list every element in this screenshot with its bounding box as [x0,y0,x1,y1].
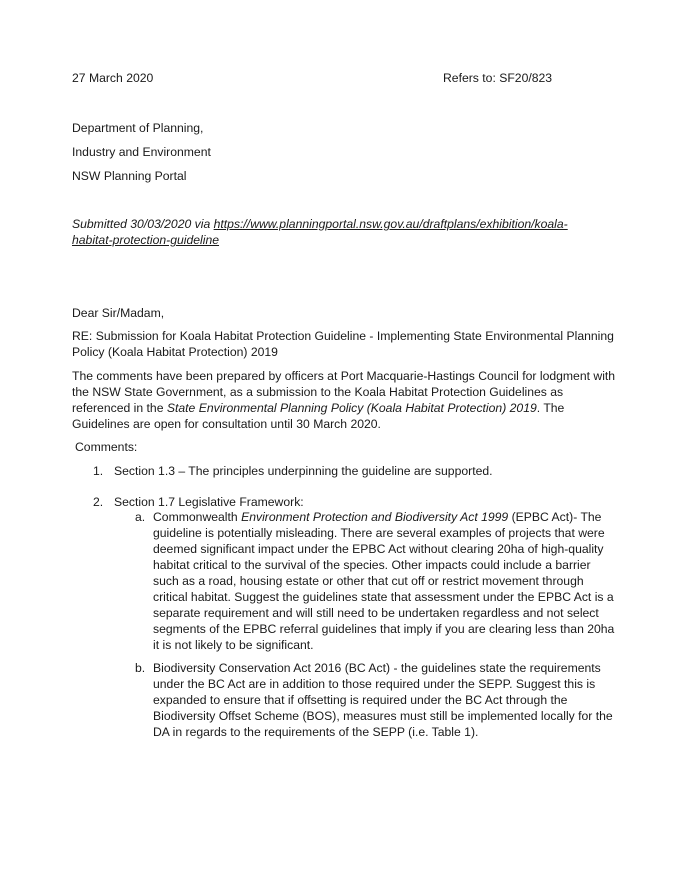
list-number: 2. [93,495,104,509]
sub-item-line: under the BC Act are in addition to those required under the SEPP. Suggest this is [153,677,596,691]
submitted-link-continued [72,232,219,248]
intro-text: . The [536,401,565,415]
sub-item-line: critical habitat. Suggest the guidelines state that assessment under the EPBC Act is a [153,590,614,604]
intro-line: Guidelines are open for consultation until 30 March 2020. [72,417,381,431]
planning-portal-link-continued[interactable]: habitat-protection-guideline [72,233,220,247]
sub-item-line: Biodiversity Offset Scheme (BOS), measures must still be implemented locally for the [153,709,613,723]
sub-list-letter: b. [135,661,146,675]
intro-line: The comments have been prepared by officers at Port Macquarie-Hastings Council for lodgment with [72,369,616,383]
intro-line [72,400,564,416]
planning-portal-link[interactable]: https://www.planningportal.nsw.gov.au/draftplans/exhibition/koala- [213,217,568,231]
intro-line: the NSW State Government, as a submission to the Koala Habitat Protection Guidelines as [72,385,564,399]
recipient-line: Department of Planning, [72,121,204,135]
sub-item-text: (EPBC Act)- The [508,510,602,524]
list-item: Section 1.3 – The principles underpinning the guideline are supported. [114,464,493,478]
subject-line: RE: Submission for Koala Habitat Protection Guideline - Implementing State Environmental Planning [72,329,614,343]
sub-item-line: separate requirement and will still need to be undertaken regardless and not select [153,606,599,620]
sepp-title: State Environmental Planning Policy (Koala Habitat Protection) 2019 [166,401,537,415]
list-number: 1. [93,464,104,478]
sub-item-line: guideline is potentially misleading. There are several examples of projects that were [153,526,605,540]
sub-item-line: DA in regards to the requirements of the SEPP (i.e. Table 1). [153,725,479,739]
submitted-prefix: Submitted 30/03/2020 via [72,217,214,231]
sub-item-line: Biodiversity Conservation Act 2016 (BC Act) - the guidelines state the requirements [153,661,601,675]
sub-item-line: such as a road, housing estate or other that cut off or restrict movement through [153,574,584,588]
comments-heading: Comments: [75,440,138,454]
submitted-line [72,216,568,232]
sub-item-line: segments of the EPBC referral guidelines that imply if you are clearing less than 20ha [153,622,615,636]
sub-item-line: deemed significant impact under the EPBC Act without clearing 20ha of high-quality [153,542,604,556]
sub-list-letter: a. [135,510,146,524]
sub-item-line: expanded to ensure that if offsetting is required under the BC Act through the [153,693,568,707]
sub-item-line [153,509,601,525]
recipient-line: NSW Planning Portal [72,169,187,183]
salutation: Dear Sir/Madam, [72,306,165,320]
sub-item-line: habitat critical to the survival of the species. Other impacts could include a barrier [153,558,591,572]
subject-line: Policy (Koala Habitat Protection) 2019 [72,345,278,359]
sub-item-text: Commonwealth [153,510,242,524]
sub-item-line: it is not likely to be significant. [153,638,314,652]
recipient-line: Industry and Environment [72,145,211,159]
epbc-act-title: Environment Protection and Biodiversity Act 1999 [241,510,509,524]
list-item: Section 1.7 Legislative Framework: [114,495,304,509]
letter-date: 27 March 2020 [72,71,154,85]
reference-number: Refers to: SF20/823 [443,71,553,85]
intro-text: referenced in the [72,401,167,415]
